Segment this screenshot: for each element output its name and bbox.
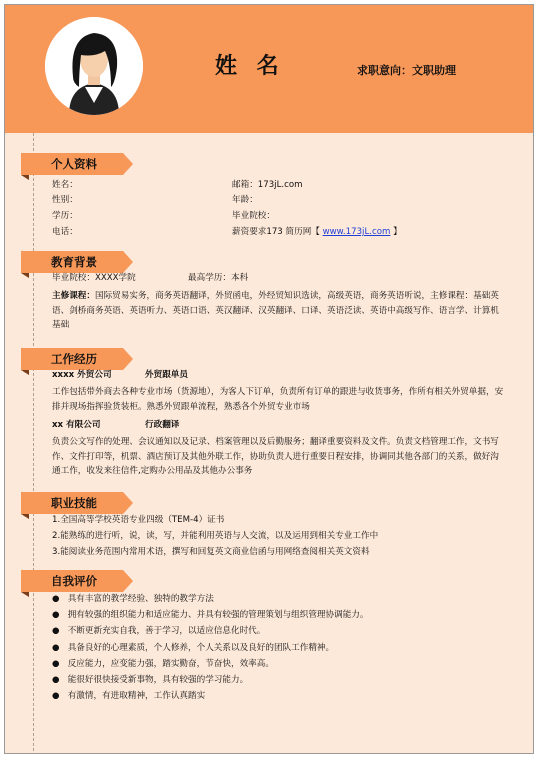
- email-field: 邮箱：173jL.com: [232, 180, 303, 190]
- education-field: 学历：: [52, 211, 78, 221]
- list-item: ● 具有丰富的教学经验、独特的教学方法: [52, 594, 214, 604]
- name-field: 姓名：: [52, 180, 78, 190]
- edu-school: 毕业院校：XXXX学院: [52, 273, 136, 283]
- resume-header: [5, 5, 533, 133]
- school-field: 毕业院校：: [232, 211, 275, 221]
- list-item: ● 有激情，有进取精神，工作认真踏实: [52, 691, 206, 701]
- job1-role: 外贸跟单员: [145, 370, 188, 380]
- job2-role: 行政翻译: [145, 420, 180, 430]
- skill-item: 1.全国高等学校英语专业四级（TEM-4）证书: [52, 515, 225, 525]
- job2-company: xx 有限公司: [52, 420, 101, 430]
- phone-field: 电话：: [52, 227, 78, 237]
- list-item: ● 具备良好的心理素质，个人修养，个人关系以及良好的团队工作精神。: [52, 643, 335, 653]
- skill-item: 2.能熟练的进行听，说，读，写，并能利用英语与人交流，以及运用到相关专业工作中: [52, 531, 379, 541]
- resume-page: 姓 名 求职意向：文职助理 个人资料 姓名： 性别： 学历： 电话： 邮箱：173jL.com 年龄： 毕业院校： 薪资要求173 简历网【 www.173jL.com 】 教育背景 毕业院校：XXXX学院 最高学历：本科 主修课程：国际贸易实务，商务英语翻译，外贸函电，外经贸知识选读，高级英语，商务英语听说，主修课程：基础英语、剑桥商务英语、英语听力、英语口语、英汉翻译、汉英翻译、口译、英语泛读、英语中高级写作、语言学、计算机基础 工作经历 xxxx 外贸公司 外贸跟单员 工作包括带外商去各种专业市场（货源地），为客人下订单，负责所有订单的跟进与收货事务，作所有相关外贸单据，安排并现场指挥验货装柜。熟悉外贸跟单流程，熟悉各个外贸专业市场 xx 有限公司 行政翻译 负责公文写作的处理、会议通知以及记录、档案管理以及后勤服务；翻译重要资料及文件。负责文档管理工作，文书写作、文件打印等，机票、酒店预订及其他外联工作，协助负责人进行重要日程安排，协调同其他各部门的关系，做好沟通工作，收发来往信件,定购办公用品及其他办公事务 职业技能 1.全国高等学校英语专业四级（TEM-4）证书 2.能熟练的进行听，说，读，写，并能利用英语与人交流，以及运用到相关专业工作中 3.能阅读业务范围内常用术语，撰写和回复英文商业信函与用网络查阅相关英文资料 自我评价 ● 具有丰富的教学经验、独特的教学方法 ● 拥有较强的组织能力和适应能力、并具有较强的管理策划与组织管理协调能力。 ● 不断更新充实自我，善于学习，以适应信息化时代。 ● 具备良好的心理素质，个人修养，个人关系以及良好的团队工作精神。 ● 反应能力，应变能力强，踏实勤奋，节奋快，效率高。 ● 能很好很快接受新事物，具有较强的学习能力。 ● 有激情，有进取精神，工作认真踏实: [4, 4, 534, 754]
- gender-field: 性别：: [52, 195, 78, 205]
- website-link[interactable]: www.173jL.com: [322, 227, 391, 237]
- avatar: [45, 17, 143, 115]
- job2-desc: 负责公文写作的处理、会议通知以及记录、档案管理以及后勤服务；翻译重要资料及文件。负责文档管理工作，文书写作、文件打印等，机票、酒店预订及其他外联工作，协助负责人进行重要日程安排，协调同其他各部门的关系，做好沟通工作，收发来往信件,定购办公用品及其他办公事务: [52, 437, 499, 476]
- job-intent: 求职意向：文职助理: [357, 64, 456, 77]
- edu-degree: 最高学历：本科: [188, 273, 249, 283]
- job1-desc: 工作包括带外商去各种专业市场（货源地），为客人下订单，负责所有订单的跟进与收货事务，作所有相关外贸单据，安排并现场指挥验货装柜。熟悉外贸跟单流程，熟悉各个外贸专业市场: [52, 387, 504, 412]
- list-item: ● 拥有较强的组织能力和适应能力、并具有较强的管理策划与组织管理协调能力。: [52, 610, 369, 620]
- resume-name: 姓 名: [215, 54, 285, 79]
- list-item: ● 不断更新充实自我，善于学习，以适应信息化时代。: [52, 626, 266, 636]
- timeline-line: [33, 133, 34, 751]
- edu-courses: 主修课程：国际贸易实务，商务英语翻译，外贸函电，外经贸知识选读，高级英语，商务英语听说，主修课程：基础英语、剑桥商务英语、英语听力、英语口语、英汉翻译、汉英翻译、口译、英语泛读、英语中高级写作、语言学、计算机基础: [52, 291, 499, 330]
- age-field: 年龄：: [232, 195, 258, 205]
- salary-field: 薪资要求173 简历网【 www.173jL.com 】: [232, 227, 402, 237]
- list-item: ● 能很好很快接受新事物，具有较强的学习能力。: [52, 675, 249, 685]
- list-item: ● 反应能力，应变能力强，踏实勤奋，节奋快，效率高。: [52, 659, 274, 669]
- job1-company: xxxx 外贸公司: [52, 370, 112, 380]
- skill-item: 3.能阅读业务范围内常用术语，撰写和回复英文商业信函与用网络查阅相关英文资料: [52, 547, 370, 557]
